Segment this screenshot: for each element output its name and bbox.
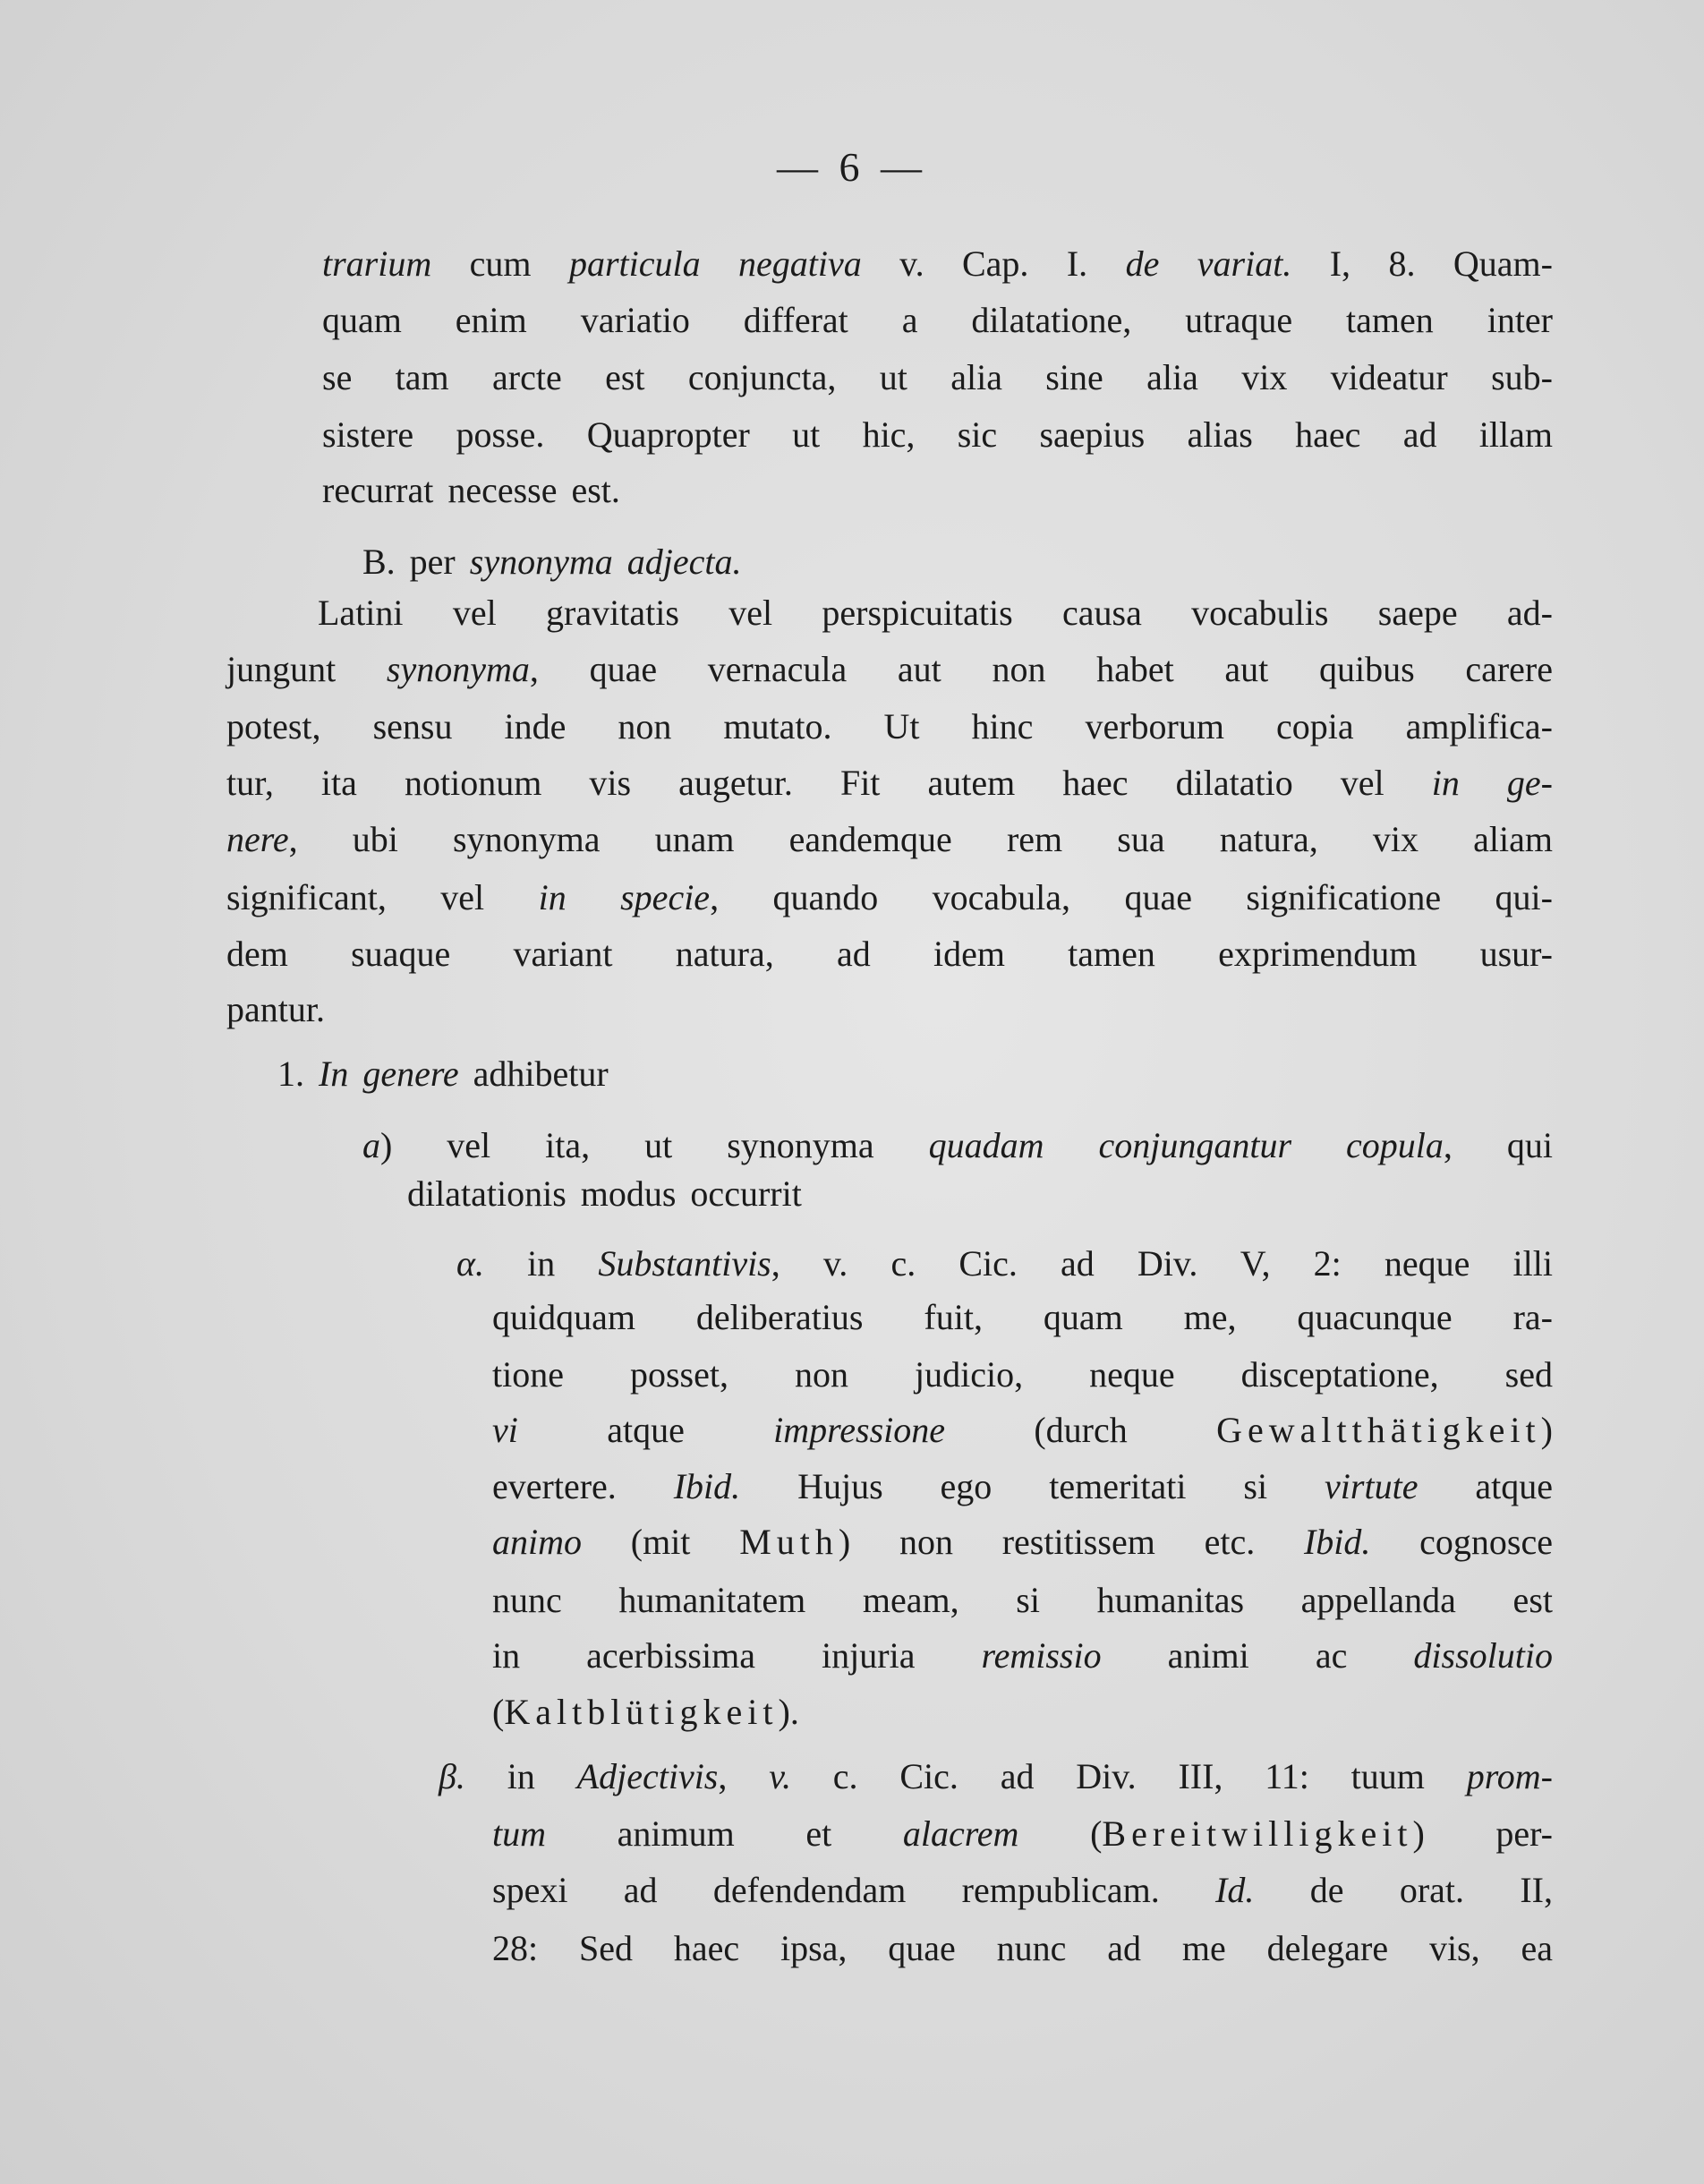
text-line: tur, ita notionum vis augetur. Fit autem haec dilatatio vel in ge- [226,763,1553,803]
text-line: Latini vel gravitatis vel perspicuitatis causa vocabulis saepe ad- [318,593,1553,633]
text-line: B. per synonyma adjecta. [362,542,742,582]
text-line: in acerbissima injuria remissio animi ac dissolutio [492,1635,1553,1676]
text-line: pantur. [226,989,325,1029]
text-line: tum animum et alacrem (Bereitwilligkeit) per- [492,1813,1553,1854]
text-line: 28: Sed haec ipsa, quae nunc ad me delegare vis, ea [492,1928,1553,1968]
text-line: dilatationis modus occurrit [407,1173,802,1214]
text-line: 1. In genere adhibetur [277,1054,609,1094]
text-line: animo (mit Muth) non restitissem etc. Ibid. cognosce [492,1522,1553,1562]
text-line: tione posset, non judicio, neque disceptatione, sed [492,1354,1553,1395]
text-line: quidquam deliberatius fuit, quam me, quacunque ra- [492,1297,1553,1337]
text-line: trarium cum particula negativa v. Cap. I. de variat. I, 8. Quam- [322,243,1553,284]
text-line: jungunt synonyma, quae vernacula aut non habet aut quibus carere [226,649,1553,689]
text-line: (Kaltblütigkeit). [492,1692,799,1732]
text-line: evertere. Ibid. Hujus ego temeritati si virtute atque [492,1466,1553,1506]
text-line: quam enim variatio differat a dilatatione, utraque tamen inter [322,300,1553,340]
text-line: potest, sensu inde non mutato. Ut hinc verborum copia amplifica- [226,706,1553,746]
text-line: nunc humanitatem meam, si humanitas appellanda est [492,1580,1553,1620]
text-line: β. in Adjectivis, v. c. Cic. ad Div. III, 11: tuum prom- [439,1756,1553,1796]
running-header: — 6 — [777,144,927,190]
text-line: α. in Substantivis, v. c. Cic. ad Div. V, 2: neque illi [456,1243,1553,1284]
text-line: a) vel ita, ut synonyma quadam conjungantur copula, qui [362,1125,1553,1165]
text-line: significant, vel in specie, quando vocabula, quae significatione qui- [226,877,1553,917]
text-line: sistere posse. Quapropter ut hic, sic saepius alias haec ad illam [322,414,1553,455]
text-line: dem suaque variant natura, ad idem tamen exprimendum usur- [226,934,1553,974]
text-line: nere, ubi synonyma unam eandemque rem sua natura, vix aliam [226,819,1553,859]
text-line: vi atque impressione (durch Gewaltthätigkeit) [492,1410,1553,1450]
text-line: se tam arcte est conjuncta, ut alia sine alia vix videatur sub- [322,357,1553,397]
text-line: recurrat necesse est. [322,470,620,510]
text-line: spexi ad defendendam rempublicam. Id. de orat. II, [492,1870,1553,1910]
